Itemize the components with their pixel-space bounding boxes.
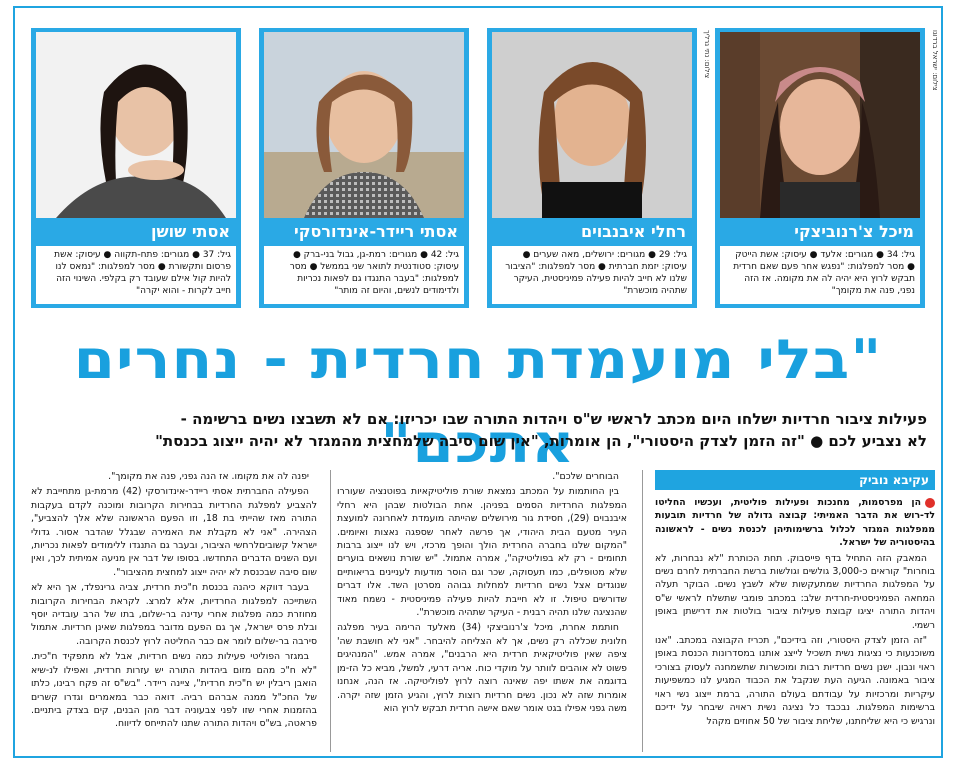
paragraph: המאבק הזה התחיל בדף פייסבוק. תחת הכותרת "לא נבחרות, לא בוחרות" קוראים כ-3,000 גולשים וגולשות ברשת החברתית לחרם נשים על המפלגות החרדיות שמתעקשות שלא לשבץ נשים. הבוקר תעלה המחאה הפמיניסטית-חרדית שלב: במכתב פומבי שתשלח לראשי ש"ס ויהדות התורה יציגו קבוצת פעילות ציבור בולטות את דרישתן באופן רשמי. [656,552,936,631]
portrait-photo [493,32,693,218]
person-info: גיל: 29 ● מגורים: ירושלים, מאה שערים ● עיסוק: יזמת חברתית ● מסר למפלגות: "הציבור שלנו לא חייב להיות פעילה פמיניסטית, העיקר שתהיה מוכשרת" [493,246,693,304]
person-info: גיל: 34 ● מגורים: אלעד ● עיסוק: אשת הייטק ● מסר למפלגות: "נפגש אחר פעם שאם חרדית תבקש לרוץ היא יהיה לה את מקומה. אז הזה נפני, פנה את מקומך" [721,246,921,304]
subhead-line-1: פעילות ציבור חרדיות ישלחו היום מכתב לראשי ש"ס ויהדות התורה שבו יכריזו: אם לא תשבצו נשים ברשימה - [181,410,928,428]
subheadline [30,408,928,452]
paragraph: בין החותמות על המכתב נמצאת שורת פוליטיקאיות בפוטנציה שעוררו המפלגות החרדיות הסמים בפניהן. אחת הבולטות שבהן היא רחלי איבנבוים (29), חסידת גור מירושלים שהייתה מועמדת לאחרונה למועצת העיר מטעם הבית היהודי, אך פרשה לאחר שספגה נאצות ואיומים. "המקום שלנו בחברה החרדית הולך והופך מרכזי, ויש לנו ייצוג ברבות תחומים - רק לא בפוליטיקה", אמרה אתמול. "יש שורת נושאים בוערים שלא מטופלים, כמו תעסוקה, שכר וגם הוסר מודעות לעניינים בריאותיים שנוגדים אצל נשים חרדיות למחלות גבוהה מסרטן השד. אלו דברים שדורשים טיפול. זו לא חייבת להיות פעילה פמיניסטית - נשמח מאוד שהנציגה שלנו תהיה רבנית - העיקר שתהיה מוכשרת". [338,486,628,619]
byline: עקיבא נוביק [656,470,936,490]
portrait-card-esti-r [260,28,470,308]
paragraph: הבוחרים שלכם". [553,471,620,482]
portrait-card-racheli [488,28,698,308]
portrait-card-esti-s [32,28,242,308]
subhead-line-2: לא נצביע לכם ● "זה הזמן לצדק היסטורי", הן אומרות, "אין שום סיבה שלמחצית מהמגזר לא יהיה ייצוג בכנסת" [156,432,928,450]
photo-credit: צילום: נתי גרליך [704,30,712,79]
paragraph: הפעילה החברתית אסתי ריידר-אינדורסקי (42) מרמת-גן מתחייבת לא להצביע למפלגת החרדיות בבחירות הקרובות ומוכנה לקדם בעקבות התורה מאז שהייתי בת 18, וזו הפעם הראשונה שלא אלך להצביע", הצהירה. "אני לא מקבלת את האמירה שבגלל שהדבר אסור. גדולי ישראל קשוביםלרחשי הציבור, ובעבר גם התנגדו ללימודים לפאות נכריות, ועם השנים הדברים התחדשו. בסופו של דבר אין מניעה אמיתית לכך, ואין שום סיבה שבכנסת לא יהיה ייצוג למחצית מהציבור". [32,486,318,578]
paragraph: יפנה לה את מקומו. אז הנה גפני, פנה את מקומך". [109,471,310,482]
person-info: גיל: 42 ● מגורים: רמת-גן, גבול בני-ברק ● עיסוק: סטודנטית לתואר שני בממשל ● מסר למפלגות: "בעבר התנגדו גם לפאות נכריות ולדימודים לנשים, והיום זה מותר" [265,246,465,304]
portrait-photo [37,32,237,218]
column-divider [643,470,644,752]
paragraph: בעבר דווקא כיהנה בכנסת ח"כית חרדית, צביה גרינפלד, אך היא לא השתייכה למפלגות החרדיות, אלא למרצ. לקראת הבחירות הקרובות מחוזרת כמה מפלגות אחרי עדינה בר-שלום, בתו של הרב עובדיה יוסף ובלת פרס ישראל, אך גם הפעם מדובר במפלגות שאינן חרדיות. אתמול סירבה בר-שלום לומר אם כבר החליטה לרוץ לכנסת הקרובה. [32,582,318,647]
portrait-photo [721,32,921,218]
article-column-2 [338,470,628,752]
person-name: רחלי איבנבוים [581,222,687,241]
headline: "בלי מועמדת חרדית - נחרים אתכם" [74,328,884,475]
portrait-photo [265,32,465,218]
column-divider [331,470,332,752]
paragraph: חותמת אחרת, מיכל צ'רנוביצקי (34) מאלעד הרימה בעיר מפלגה חלונית שכללה רק נשים, אך לא הצליחה להיבחר. "אני לא חושבת שה' ציפה שאין פוליטיקאית חרדית היא הרבנים", אמרה אמש. "המנהיגים פשוט לא אוהבים לוותר על מוקדי כוח. אריה דרעי, למשל, מביא כל הז-מן בדוגמה את אשתו יפה שאינה רוצה לרוץ לפוליטיקה. אז הנה, אנחנו אומרות שזה לא נכון. נשים חרדיות רוצות לרוץ, והגיע הזמן שזה יקרה. משה גפני אפילו בגט אומר שאם אישה חרדית תבקש לרוץ הוא [338,622,628,714]
portrait-card-michal [716,28,926,308]
photo-credit: צילום: ישראל ברדוגו [932,30,940,91]
person-name: אסתי שושן [152,222,231,241]
paragraph: "זה הזמן לצדק היסטורי, וזה בידיכם", תכריז הקבוצה במכתב. "אנו משוכנעות כי נציגות נשית תשכיל לייצג אותנו במסדרונות הכנסת באופן ראוי ונבון. ישנן נשים חרדיות רבות ומוכשרות שתשמחנה לעסוק בצורכי ציבור באמונה. הגיעה העת שנקבל את הכבוד המגיע לנו כמשפיעות עיקריות ומרכזיות על עבודתם בעולם התורה, ברמת ייצוג נשי ראוי ברשימות המפלגות. נבכבד כל נציגה נשית ראויה שיבחר על ידיכם ונרגיש כי היא שליחתנו, שליחת ציבור של 50 אחוזים מקהל [656,635,936,727]
article-column-1 [656,496,936,752]
paragraph: במגזר הפוליטי פעילות כמה נשים חרדיות, אבל לא מתפקיד ח"כית. "לא ח"כ מהם מזום ביהדות התורה יש עזרות חרדית, ואפילו לנ-שיא הואבן ריבלין יש ח"כית חרדית", ציינה ריידר. "בש"ס זה פקח רבינו, כלתו של החכ"ל ממנה אברהם רביה. דואה כבר במאמרים וגדרו קשרים בהזמנות אחרי שזו לפני צבעוניה דבר מהן הבנים, קים בצדק ביתניים. פראטה, בש"ס ויהדות התורה שתנו להתייחס לדיווח. [32,651,318,730]
lead-paragraph: הן מפרסמות, מחנכות ופעילות פוליטית, ועכשיו החליטו לד-רוש את הדבר האמיתי: קבוצה גדולה של חרדיות תובעות ממפלגות המגזר לכלול ברשימותיהן לכנסת נשים - לראשונה בהיסטוריה של ישראל. [656,497,936,549]
person-name: אסתי ריידר-אינדורסקי [295,222,459,241]
person-name: מיכל צ'רנוביצקי [795,222,915,241]
person-info: גיל: 37 ● מגורים: פתח-תקווה ● עיסוק: אשת פרסום ותקשורת ● מסר למפלגות: "נמאס לנו להיות קול אילם שעובד רק בקלפי. השינוי הזה חייב לקרות - והוא יקרה" [37,246,237,304]
article-column-3 [32,470,318,752]
lead-bullet-icon [926,498,936,508]
